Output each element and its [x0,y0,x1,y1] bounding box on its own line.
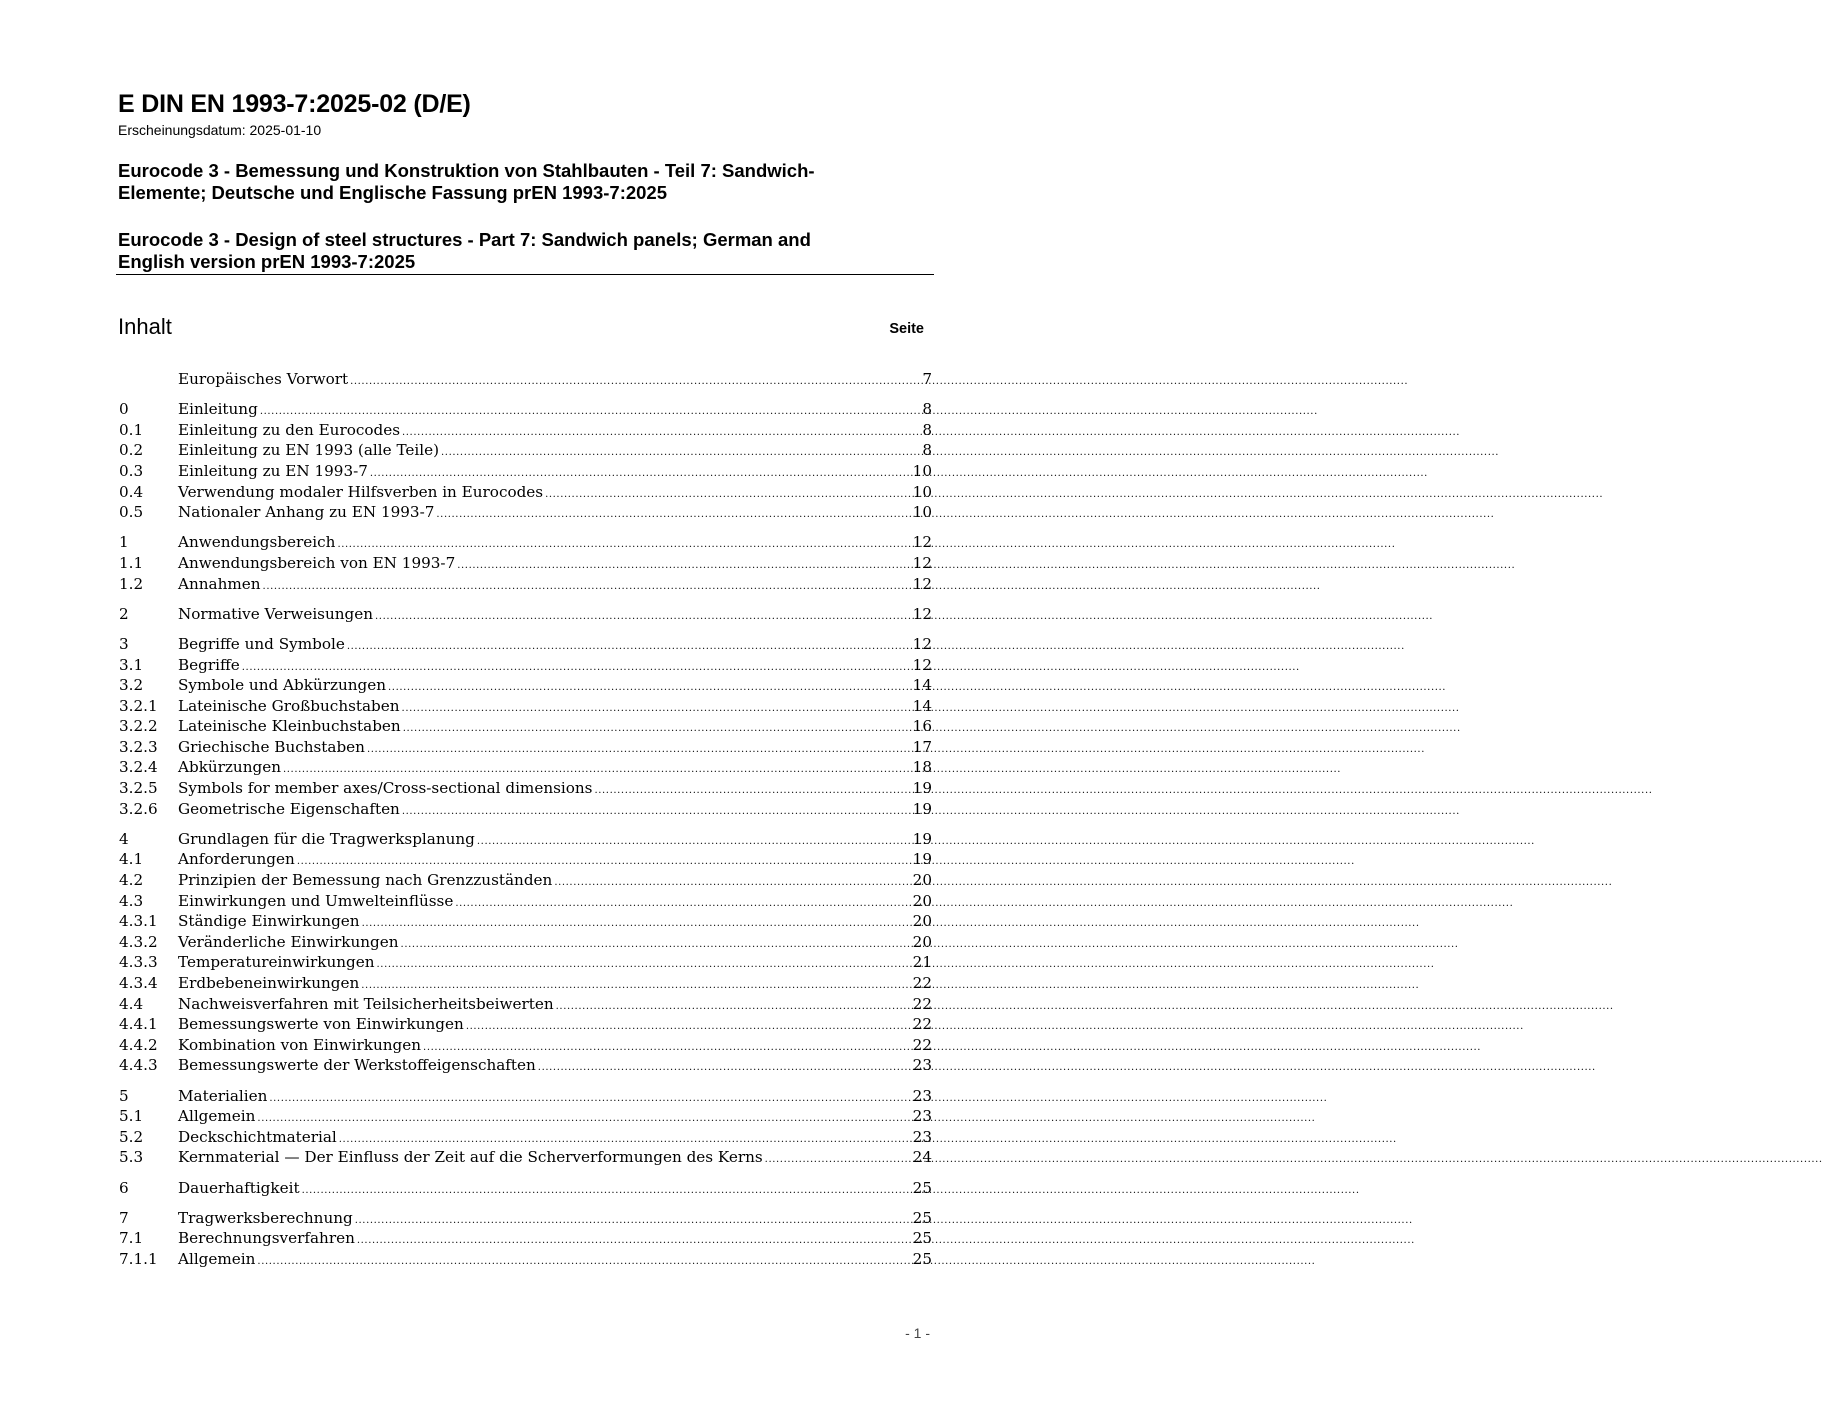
toc-entry[interactable] [119,604,932,625]
toc-entry[interactable] [119,553,932,574]
toc-entry[interactable] [119,994,932,1015]
toc-entry-page: 23 [912,1056,932,1075]
toc-entry-number: 5 [119,1086,129,1105]
toc-entry-number: 0.1 [119,420,144,439]
toc-entry-number: 3.2.1 [119,696,158,715]
toc-entry-number: 0.4 [119,482,144,501]
toc-entry[interactable] [119,634,932,655]
toc-entry-title: Einleitung [178,400,258,419]
toc-entry-title: Nationaler Anhang zu EN 1993-7 [178,503,435,522]
toc-entry-number: 4.4 [119,994,144,1013]
toc-entry-number: 3.2.6 [119,799,158,818]
title-english [118,229,934,273]
toc-entry-page: 14 [912,696,932,715]
toc-entry-title: Temperatureinwirkungen [178,953,375,972]
toc-entry-page: 23 [912,1127,932,1146]
toc-entry[interactable] [119,952,932,973]
toc-entry-title: Lateinische Kleinbuchstaben [178,717,401,736]
toc-entry-page: 22 [912,1035,932,1054]
toc-entry-title: Anwendungsbereich [178,533,336,552]
toc-entry[interactable] [119,675,932,696]
toc-entry-title: Allgemein [178,1107,256,1126]
toc-entry-number: 3 [119,634,129,653]
toc-entry-page: 12 [912,553,932,572]
toc-entry-page: 12 [912,574,932,593]
toc-page-label: Seite [889,321,924,337]
toc-dot-leader [436,502,910,526]
header-divider [116,274,934,275]
toc-group [119,829,932,1076]
document-id: E DIN EN 1993-7:2025-02 (D/E) [118,90,471,118]
toc-group [119,604,932,625]
toc-entry-title: Einleitung zu EN 1993-7 [178,461,368,480]
toc-dot-leader [402,799,911,823]
title-german-line-1: Eurocode 3 - Bemessung und Konstruktion von Stahlbauten - Teil 7: Sandwich- [118,160,815,181]
toc-entry-number: 3.2.3 [119,737,158,756]
toc-entry[interactable] [119,1055,932,1076]
toc-entry-title: Deckschichtmaterial [178,1127,337,1146]
toc-entry-number: 7 [119,1208,129,1227]
toc-entry-page: 22 [912,994,932,1013]
toc-entry-title: Kernmaterial — Der Einfluss der Zeit auf die Scherverformungen des Kerns [178,1148,763,1167]
toc-entry-number: 4.2 [119,871,144,890]
toc-entry[interactable] [119,829,932,850]
toc-dot-leader [302,1178,911,1202]
toc-entry-number: 0 [119,400,129,419]
toc-entry-number: 1.2 [119,574,144,593]
toc-entry[interactable] [119,1106,932,1127]
toc-entry-title: Kombination von Einwirkungen [178,1035,422,1054]
toc-group [119,399,932,523]
toc-entry-number: 3.2.5 [119,779,158,798]
toc-entry[interactable] [119,696,932,717]
toc-entry-number: 4.4.2 [119,1035,158,1054]
toc-dot-leader [538,1055,911,1079]
toc-entry[interactable] [119,1228,932,1249]
toc-dot-leader [375,604,911,628]
toc-entry-page: 16 [912,717,932,736]
toc-entry[interactable] [119,1249,932,1270]
toc-entry-number: 4 [119,829,129,848]
toc-entry-page: 19 [912,779,932,798]
toc-entry[interactable] [119,1127,932,1148]
toc-entry-number: 4.3.3 [119,953,158,972]
toc-entry-title: Europäisches Vorwort [178,370,349,388]
toc-entry[interactable] [119,932,932,953]
toc-entry-title: Ständige Einwirkungen [178,912,360,931]
toc-entry-page: 20 [912,871,932,890]
toc-entry-number: 2 [119,604,129,623]
toc-entry-number: 3.2.4 [119,758,158,777]
toc-entry-page: 12 [912,655,932,674]
toc-entry[interactable] [119,737,932,758]
toc-entry[interactable] [119,369,932,390]
toc-entry-number: 6 [119,1178,129,1197]
toc-entry-page: 8 [922,441,932,460]
toc-entry-title: Normative Verweisungen [178,604,374,623]
toc-entry[interactable] [119,461,932,482]
toc-entry-page: 14 [912,676,932,695]
toc-entry-page: 10 [912,482,932,501]
toc-entry-page: 19 [912,799,932,818]
toc-entry-title: Lateinische Großbuchstaben [178,696,400,715]
toc-entry[interactable] [119,1014,932,1035]
toc-group [119,634,932,819]
toc-entry-page: 12 [912,634,932,653]
toc-entry-page: 19 [912,850,932,869]
toc-entry-title: Prinzipien der Bemessung nach Grenzzuständen [178,871,553,890]
toc-entry-title: Bemessungswerte der Werkstoffeigenschaften [178,1056,536,1075]
toc-entry-page: 20 [912,891,932,910]
title-english-line-1: Eurocode 3 - Design of steel structures - Part 7: Sandwich panels; German and [118,229,811,250]
toc-entry-page: 25 [912,1208,932,1227]
toc-group [119,1086,932,1168]
toc-entry-page: 12 [912,604,932,623]
toc-entry-number: 4.1 [119,850,144,869]
toc-entry-title: Tragwerksberechnung [178,1208,353,1227]
toc-entry[interactable] [119,420,932,441]
toc-entry-page: 17 [912,737,932,756]
toc-entry-title: Anwendungsbereich von EN 1993-7 [178,553,456,572]
toc-entry-title: Symbole und Abkürzungen [178,676,387,695]
toc-entry[interactable] [119,849,932,870]
title-german [118,160,934,204]
table-of-contents [119,369,932,1279]
toc-entry-page: 18 [912,758,932,777]
toc-entry[interactable] [119,1178,932,1199]
toc-entry-page: 24 [912,1148,932,1167]
toc-entry-page: 10 [912,461,932,480]
toc-entry-number: 7.1.1 [119,1249,158,1268]
toc-entry-page: 8 [922,400,932,419]
toc-entry-page: 25 [912,1178,932,1197]
toc-entry[interactable] [119,1086,932,1107]
toc-entry-title: Erdbebeneinwirkungen [178,974,360,992]
toc-entry[interactable] [119,973,932,994]
toc-dot-leader [765,1147,911,1171]
toc-entry-title: Begriffe [178,655,240,674]
toc-entry-title: Symbols for member axes/Cross-sectional dimensions [178,779,593,798]
toc-entry[interactable] [119,482,932,503]
toc-entry[interactable] [119,1208,932,1229]
toc-entry-page: 7 [922,370,932,388]
toc-entry[interactable] [119,655,932,676]
toc-entry-title: Berechnungsverfahren [178,1229,355,1248]
toc-entry-title: Einwirkungen und Umwelteinflüsse [178,891,454,910]
toc-entry-number: 0.3 [119,461,144,480]
toc-entry-page: 25 [912,1229,932,1248]
toc-entry-number: 4.4.3 [119,1056,158,1075]
title-english-line-2: English version prEN 1993-7:2025 [118,251,416,272]
toc-group [119,1178,932,1199]
toc-entry-number: 4.4.1 [119,1015,158,1034]
publication-date: Erscheinungsdatum: 2025-01-10 [118,122,322,138]
toc-entry-number: 1.1 [119,553,144,572]
toc-entry-number: 0.5 [119,503,144,522]
toc-group [119,369,932,390]
toc-entry-title: Einleitung zu EN 1993 (alle Teile) [178,441,440,460]
toc-entry-number: 3.2.2 [119,717,158,736]
toc-entry[interactable] [119,870,932,891]
toc-entry-title: Allgemein [178,1249,256,1268]
toc-entry-title: Einleitung zu den Eurocodes [178,420,400,439]
toc-entry[interactable] [119,399,932,420]
toc-dot-leader [350,369,920,393]
toc-entry-title: Veränderliche Einwirkungen [178,932,399,951]
toc-entry[interactable] [119,440,932,461]
toc-entry[interactable] [119,1035,932,1056]
toc-entry-number: 5.3 [119,1148,144,1167]
toc-entry-number: 4.3.2 [119,932,158,951]
toc-heading: Inhalt [118,314,172,339]
toc-entry-number: 0.2 [119,441,144,460]
toc-dot-leader [263,574,911,598]
toc-entry-number: 5.2 [119,1127,144,1146]
toc-entry[interactable] [119,799,932,820]
toc-entry[interactable] [119,757,932,778]
toc-entry[interactable] [119,911,932,932]
toc-entry-number: 4.3.4 [119,974,158,992]
toc-entry-page: 21 [912,953,932,972]
toc-entry-number: 3.1 [119,655,144,674]
toc-entry-page: 20 [912,912,932,931]
toc-entry[interactable] [119,716,932,737]
toc-entry[interactable] [119,532,932,553]
toc-entry-page: 19 [912,829,932,848]
toc-entry-page: 10 [912,503,932,522]
toc-entry-page: 22 [912,1015,932,1034]
toc-entry-page: 20 [912,932,932,951]
toc-entry[interactable] [119,502,932,523]
toc-entry-number: 4.3.1 [119,912,158,931]
toc-entry-title: Materialien [178,1086,268,1105]
toc-entry-page: 23 [912,1107,932,1126]
toc-entry-title: Griechische Buchstaben [178,737,365,756]
toc-entry-number: 1 [119,533,129,552]
toc-entry-title: Geometrische Eigenschaften [178,799,400,818]
toc-entry-page: 12 [912,533,932,552]
toc-entry-page: 22 [912,974,932,992]
toc-entry[interactable] [119,891,932,912]
page-number: - 1 - [905,1325,930,1341]
toc-entry-title: Dauerhaftigkeit [178,1178,300,1197]
toc-entry-title: Nachweisverfahren mit Teilsicherheitsbeiwerten [178,994,554,1013]
toc-entry-title: Grundlagen für die Tragwerksplanung [178,829,475,848]
toc-entry[interactable] [119,1147,932,1168]
toc-entry-title: Anforderungen [178,850,295,869]
toc-entry-number: 4.3 [119,891,144,910]
toc-group [119,1208,932,1270]
toc-entry-title: Abkürzungen [178,758,281,777]
toc-entry-page: 25 [912,1249,932,1268]
toc-entry-title: Bemessungswerte von Einwirkungen [178,1015,464,1034]
toc-entry[interactable] [119,574,932,595]
toc-entry-number: 5.1 [119,1107,144,1126]
title-german-line-2: Elemente; Deutsche und Englische Fassung prEN 1993-7:2025 [118,182,668,203]
toc-entry-page: 23 [912,1086,932,1105]
toc-entry-number: 7.1 [119,1229,144,1248]
toc-entry-title: Begriffe und Symbole [178,634,345,653]
toc-entry-number: 3.2 [119,676,144,695]
toc-dot-leader [257,1249,910,1273]
toc-entry[interactable] [119,778,932,799]
toc-group [119,532,932,594]
toc-entry-title: Verwendung modaler Hilfsverben in Eurocodes [178,482,544,501]
toc-entry-page: 8 [922,420,932,439]
toc-entry-title: Annahmen [178,574,261,593]
